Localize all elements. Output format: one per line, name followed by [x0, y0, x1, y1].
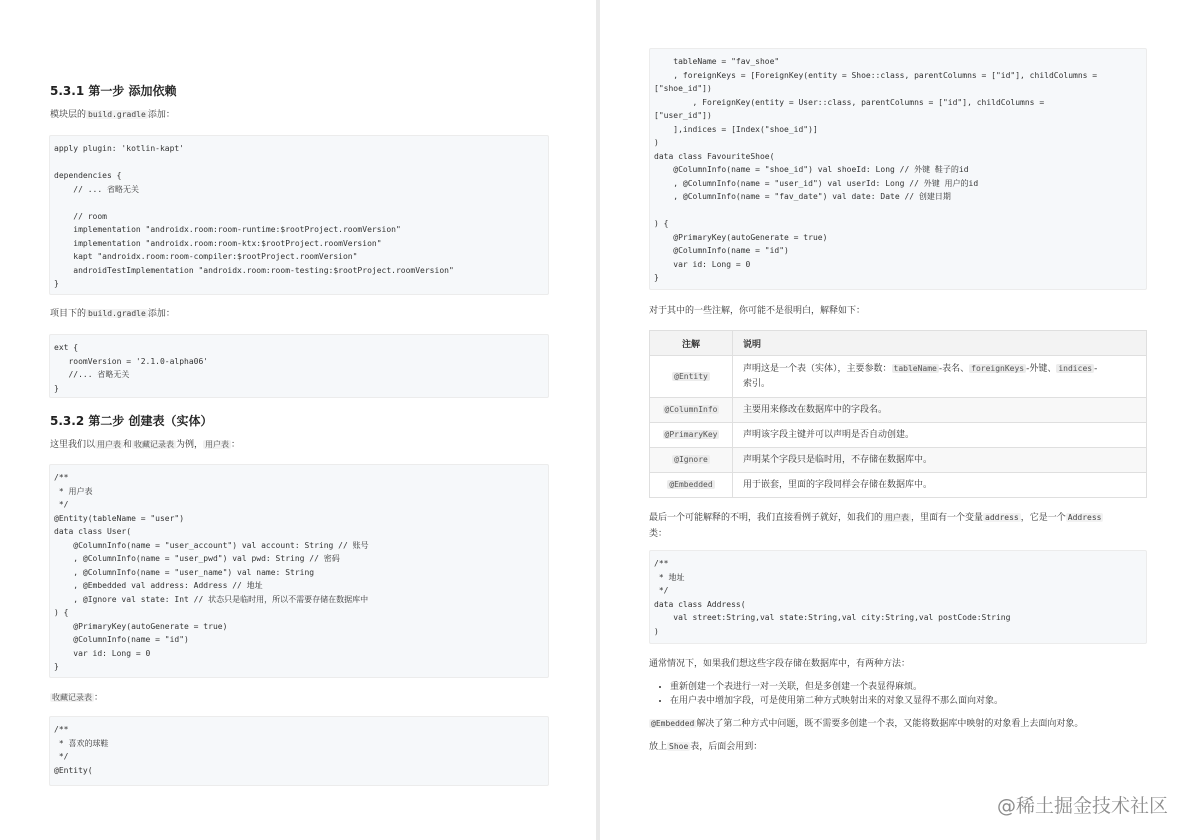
- table-cell-description: [733, 356, 1147, 398]
- paragraph-embedded: [649, 717, 1083, 731]
- list-item: • 重新创建一个表进行一对一关联，但是多创建一个表显得麻烦。: [670, 680, 1003, 694]
- list-item: • 在用户表中增加字段，可是使用第二种方式映射出来的对象又显得不那么面向对象。: [670, 694, 1003, 708]
- paragraph-two-methods: 通常情况下，如果我们想这些字段存储在数据库中，有两种方法：: [649, 659, 911, 669]
- text: -: [1094, 364, 1098, 374]
- table-cell-annotation: [650, 423, 733, 448]
- inline-code: Shoe: [669, 742, 689, 751]
- table-row: [650, 398, 1147, 423]
- table-cell-annotation: [650, 448, 733, 473]
- code-text: /** * 地址 */ data class Address( val street:String,val state:String,val city:String,val postCode:String ): [654, 559, 1011, 636]
- table-cell-description: 声明某个字段只是临时用，不存储在数据库中。: [733, 448, 1147, 473]
- code-text: /** * 用户表 */ @Entity(tableName = "user") data class User( @ColumnInfo(name = "user_account") val account: String // 账号 , @ColumnInfo(name = "user_pwd") val pwd: String // 密码 , @ColumnInfo(name = "user_name") val name: String , @Embedded val address: Address // 地址 , @Ignore val state: Int // 状态只是临时用，所以不需要存储在数据库中 ) { @PrimaryKey(autoGenerate = true) @ColumnInfo(name = "id") var id: Long = 0 }: [54, 473, 369, 671]
- text: ，里面有一个变量: [911, 513, 984, 523]
- code-block-user-entity: [49, 464, 549, 678]
- text: 声明这是一个表（实体），主要参数：: [743, 364, 892, 374]
- annotations-table: [649, 330, 1147, 498]
- text: ：: [94, 693, 104, 703]
- paragraph-fav-table: [50, 691, 103, 705]
- paragraph-module-gradle: [50, 108, 175, 122]
- text: 项目下的: [50, 309, 87, 319]
- inline-code: @Embedded: [651, 719, 695, 728]
- inline-code: Address: [1067, 513, 1102, 522]
- methods-list: [650, 680, 1003, 708]
- code-block-fav-entity-continued: [649, 48, 1147, 290]
- table-cell-annotation: [650, 473, 733, 498]
- table-row: [650, 423, 1147, 448]
- inline-code: @Embedded: [669, 480, 713, 489]
- paragraph-annotations-intro: 对于其中的一些注解，你可能不是很明白，解释如下：: [649, 306, 866, 316]
- table-cell-annotation: [650, 356, 733, 398]
- text: ，它是一个: [1020, 513, 1066, 523]
- table-row: [650, 356, 1147, 398]
- code-block-module-gradle: [49, 135, 549, 295]
- table-row: [650, 473, 1147, 498]
- code-block-address: [649, 550, 1147, 644]
- inline-code: @PrimaryKey: [664, 430, 718, 439]
- text: -外键、: [1026, 364, 1057, 374]
- inline-code: 收藏记录表: [52, 693, 92, 702]
- text: -表名、: [938, 364, 970, 374]
- table-cell-description: 声明该字段主键并可以声明是否自动创建。: [733, 423, 1147, 448]
- section-heading-5-3-1: 5.3.1 第一步 添加依赖: [50, 84, 177, 98]
- text: 索引。: [743, 379, 771, 389]
- text: 放上: [649, 742, 668, 752]
- table-header-row: [650, 331, 1147, 356]
- table-cell-annotation: [650, 398, 733, 423]
- text: ：: [231, 440, 241, 450]
- text: 最后一个可能解释的不明，我们直接看例子就好，如我们的: [649, 513, 884, 523]
- text: 添加：: [147, 110, 175, 120]
- text: 解决了第二种方式中问题，既不需要多创建一个表，又能将数据库中映射的对象看上去面向对象。: [696, 719, 1084, 729]
- inline-code: tableName: [893, 364, 937, 373]
- text: 这里我们以: [50, 440, 96, 450]
- text: 表，后面会用到：: [690, 742, 763, 752]
- inline-code: 用户表: [885, 513, 910, 522]
- text: 添加：: [147, 309, 175, 319]
- inline-code: build.gradle: [88, 110, 146, 119]
- inline-code: 收藏记录表: [134, 440, 175, 449]
- watermark: @稀土掘金技术社区: [996, 795, 1168, 817]
- code-text: tableName = "fav_shoe" , foreignKeys = [ForeignKey(entity = Shoe::class, parentColumns = ["id"], childColumns = ["shoe_id"]) , ForeignKey(entity = User::class, parentColumns = ["id"], childColumns = ["user_id"]) ],indices = [Index("shoe_id")] ) data class FavouriteShoe( @ColumnInfo(name = "shoe_id") val shoeId: Long // 外键 鞋子的id , @ColumnInfo(name = "user_id") val userId: Long // 外键 用户的id , @ColumnInfo(name = "fav_date") val date: Date // 创建日期 ) { @PrimaryKey(autoGenerate = true) @ColumnInfo(name = "id") var id: Long = 0 }: [654, 57, 1098, 282]
- section-heading-5-3-2: 5.3.2 第二步 创建表（实体）: [50, 414, 213, 428]
- text: 为例，: [176, 440, 204, 450]
- inline-code: 用户表: [97, 440, 122, 449]
- paragraph-address-explain-cont: 类：: [649, 529, 668, 539]
- paragraph-project-gradle: [50, 307, 175, 321]
- document-page-left: [0, 0, 596, 840]
- inline-code: @Entity: [674, 371, 708, 381]
- text: 模块层的: [50, 110, 87, 120]
- inline-code: @ColumnInfo: [664, 405, 718, 414]
- inline-code: foreignKeys: [971, 364, 1025, 373]
- table-header-description: 说明: [733, 331, 1147, 356]
- code-text: apply plugin: 'kotlin-kapt' dependencies { // ... 省略无关 // room implementation "androidx.room:room-runtime:$rootProject.roomVersion" implementation "androidx.room:room-ktx:$rootProject.roomVersion" kapt "androidx.room:room-compiler:$rootProject.roomVersion" androidTestImplementation "androidx.room:room-testing:$rootProject.roomVersion" }: [54, 144, 454, 288]
- table-header-annotation: 注解: [650, 331, 733, 356]
- table-row: [650, 448, 1147, 473]
- inline-code: indices: [1058, 364, 1093, 373]
- code-block-project-gradle: [49, 334, 549, 398]
- inline-code: @Ignore: [674, 455, 708, 464]
- table-cell-description: 主要用来修改在数据库中的字段名。: [733, 398, 1147, 423]
- code-text: /** * 喜欢的球鞋 */ @Entity(: [54, 725, 109, 775]
- table-cell-description: 用于嵌套，里面的字段同样会存储在数据库中。: [733, 473, 1147, 498]
- document-page-right: [600, 0, 1194, 840]
- paragraph-address-explain: [649, 511, 1103, 525]
- code-block-fav-entity-start: [49, 716, 549, 786]
- code-text: ext { roomVersion = '2.1.0-alpha06' //... 省略无关 }: [54, 343, 209, 393]
- paragraph-shoe: [649, 740, 762, 754]
- paragraph-users-intro: [50, 438, 240, 452]
- inline-code: address: [985, 513, 1019, 522]
- inline-code: 用户表: [205, 440, 230, 449]
- text: 和: [123, 440, 133, 450]
- inline-code: build.gradle: [88, 309, 146, 318]
